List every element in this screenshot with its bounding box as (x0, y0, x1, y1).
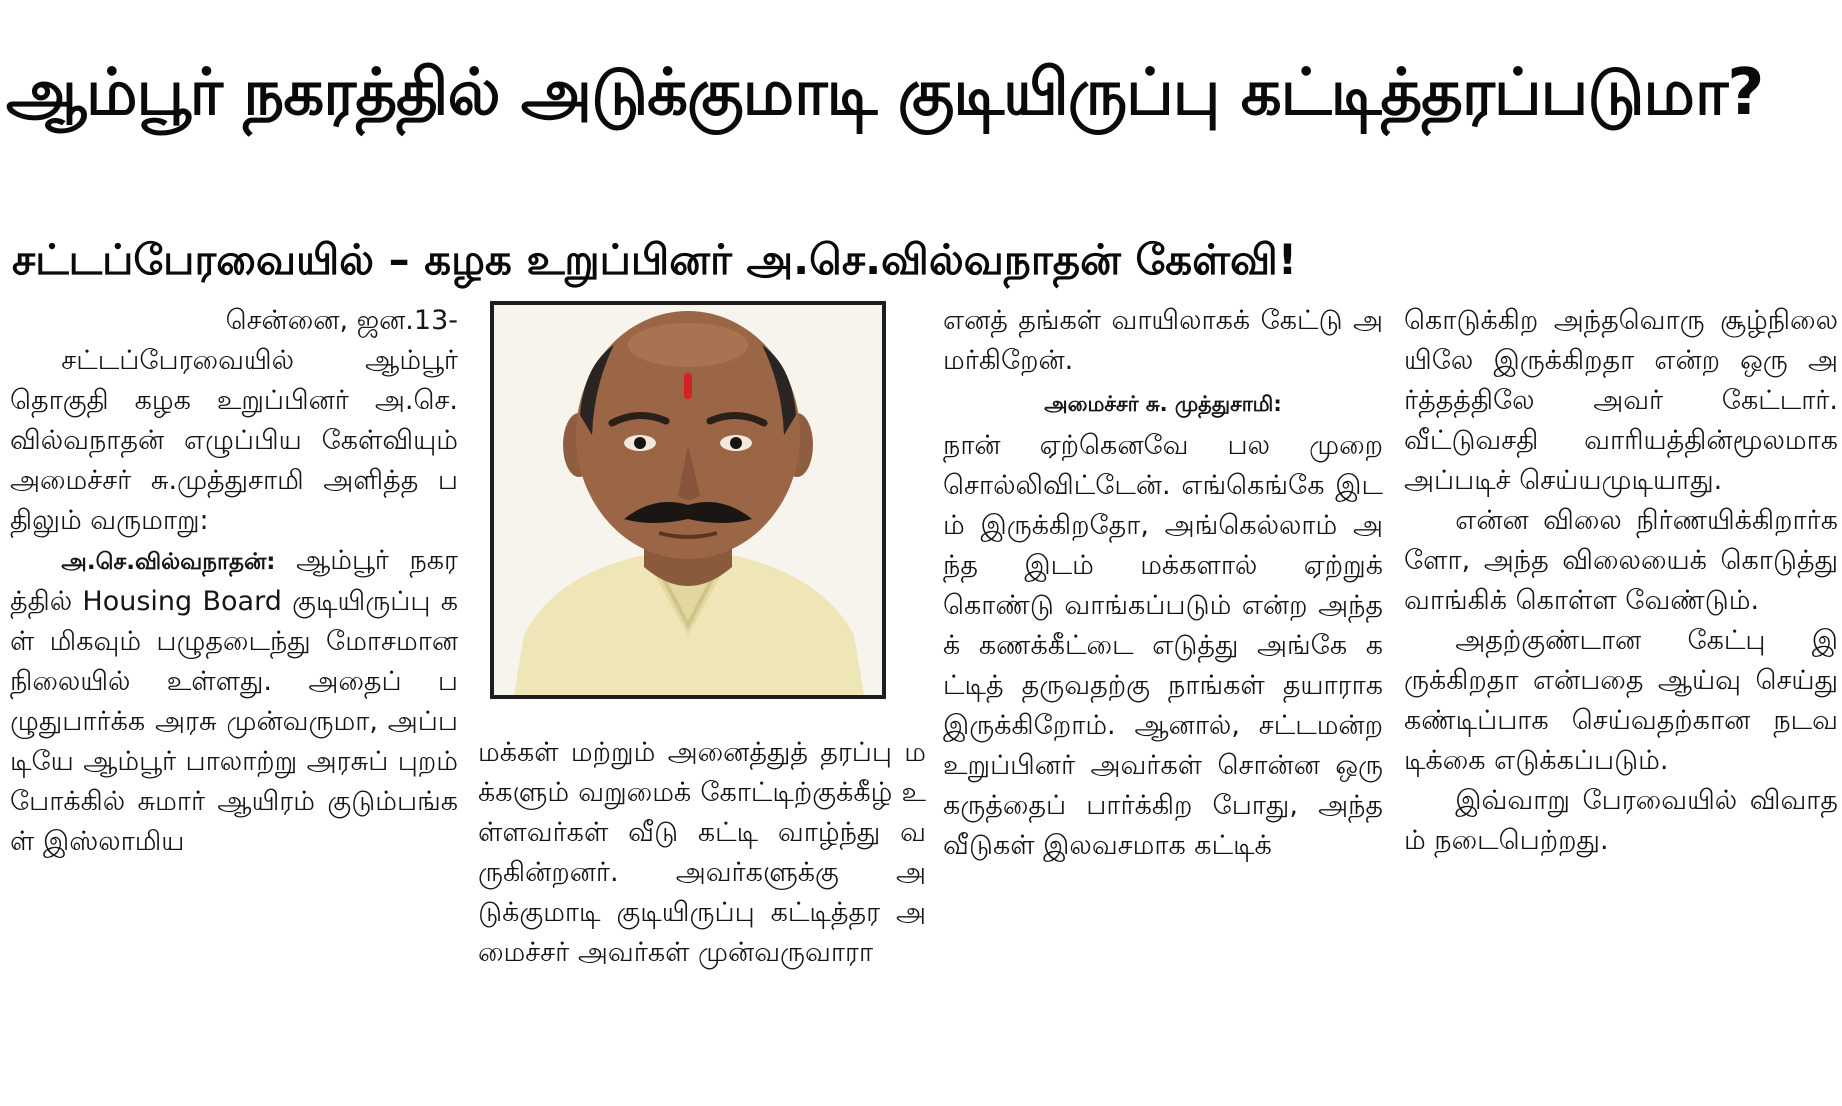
question-text: ஆம்பூர் நகரத்தில் Housing Board குடியிருப்பு கள் மிகவும் பழுதடைந்து மோசமான நிலையில் உள்ளது. அதைப் பழுதுபார்க்க அரசு முன்வருமா, அப்படியே ஆம்பூர் பாலாற்று அரசுப் புறம் போக்கில் சுமார் ஆயிரம் குடும்பங்கள் இஸ்லாமிய (10, 545, 458, 857)
question-paragraph (10, 541, 458, 862)
speaker-line-minister (943, 383, 1383, 424)
portrait-illustration (494, 305, 882, 695)
answer-continued: கொடுக்கிற அந்தவொரு சூழ்நிலை யிலே இருக்கிறதா என்ற ஒரு அர்த்தத்திலே அவர் கேட்டார். வீட்டுவசதி வாரியத்தின்மூலமாக அப்படிச் செய்யமுடியாது. (1404, 305, 1838, 496)
answer-paragraph-price: என்ன விலை நிர்ணயிக்கிறார்களோ, அந்த விலையைக் கொடுத்து வாங்கிக் கொள்ள வேண்டும். (1404, 505, 1838, 616)
article-column-4 (1404, 301, 1838, 861)
article-column-1 (10, 301, 458, 862)
portrait-photo (490, 301, 886, 699)
answer-paragraph-demand: அதற்குண்டான கேட்பு இருக்கிறதா என்பதை ஆய்வு செய்து கண்டிப்பாக செய்வதற்கான நடவடிக்கை எடுக்கப்படும். (1404, 625, 1838, 776)
question-continued: மக்கள் மற்றும் அனைத்துத் தரப்பு மக்களும் வறுமைக் கோட்டிற்குக்கீழ் உள்ளவர்கள் வீடு கட்டி வாழ்ந்து வருகின்றனர். அவர்களுக்கு அடுக்குமாடி குடியிருப்பு கட்டித்தர அமைச்சர் அவர்கள் முன்வருவாரா (478, 737, 926, 968)
closing-paragraph: இவ்வாறு பேரவையில் விவாதம் நடைபெற்றது. (1404, 785, 1838, 856)
question-closing: எனத் தங்கள் வாயிலாகக் கேட்டு அமர்கிறேன். (943, 305, 1383, 376)
dateline: சென்னை, ஜன.13- (225, 305, 458, 336)
article-column-3 (943, 301, 1383, 866)
answer-paragraph: நான் ஏற்கெனவே பல முறை சொல்லிவிட்டேன். எங்கெங்கே இடம் இருக்கிறதோ, அங்கெல்லாம் அந்த இடம் மக்களால் ஏற்றுக் கொண்டு வாங்கப்படும் என்ற அந்தக் கணக்கீட்டை எடுத்து அங்கே கட்டித் தருவதற்கு நாங்கள் தயாராக இருக்கிறோம். ஆனால், சட்டமன்ற உறுப்பினர் அவர்கள் சொன்ன ஒரு கருத்தைப் பார்க்கிற போது, அந்த வீடுகள் இலவசமாக கட்டிக் (943, 430, 1383, 861)
article-column-2 (478, 733, 926, 973)
speaker-label-minister: அமைச்சர் சு. முத்துசாமி: (1044, 392, 1282, 416)
speaker-label-mla: அ.செ.வில்வநாதன்: (61, 549, 276, 575)
headline: ஆம்பூர் நகரத்தில் அடுக்குமாடி குடியிருப்பு கட்டித்தரப்படுமா? (6, 56, 1764, 130)
subheadline: சட்டப்பேரவையில் – கழக உறுப்பினர் அ.செ.வில்வநாதன் கேள்வி! (12, 235, 1297, 284)
intro-paragraph: சட்டப்பேரவையில் ஆம்பூர் தொகுதி கழக உறுப்பினர் அ.செ. வில்வநாதன் எழுப்பிய கேள்வியும் அமைச்சர் சு.முத்துசாமி அளித்த பதிலும் வருமாறு: (10, 345, 458, 536)
